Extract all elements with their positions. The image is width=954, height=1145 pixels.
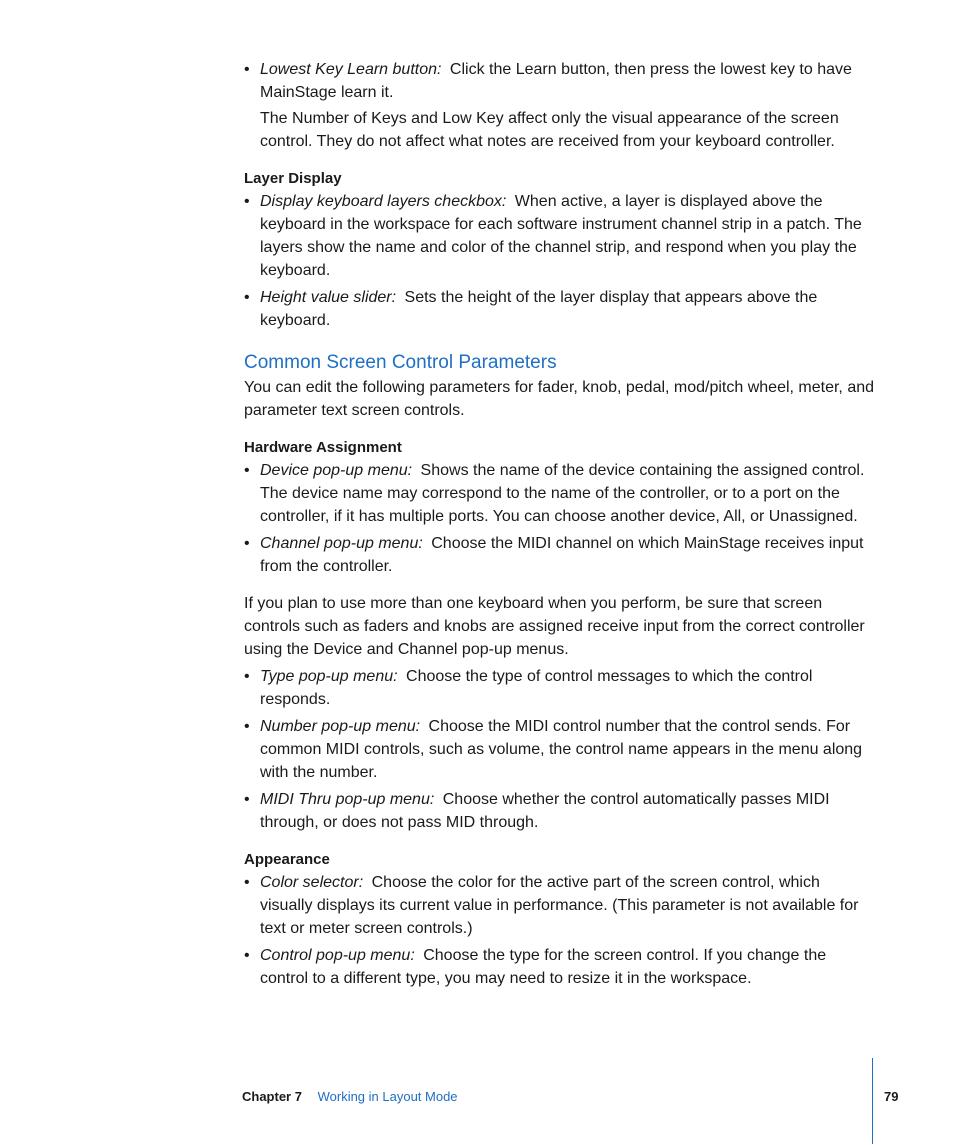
item-term: Device pop-up menu: xyxy=(260,462,413,479)
item-text: Choose the MIDI channel on which MainStage receives input from the controller. xyxy=(260,535,864,575)
footer-chapter: Chapter 7 xyxy=(242,1089,302,1104)
item-text: Shows the name of the device containing the assigned control. The device name may correspond to the name of the controller, or to a port on the controller, if it has multiple ports. You can choose another device, All, or Unassigned. xyxy=(260,462,865,525)
bullet-dot: • xyxy=(244,535,250,552)
bullet-dot: • xyxy=(244,668,250,685)
bullet-dot: • xyxy=(244,462,250,479)
item-term: Lowest Key Learn button: xyxy=(260,61,442,78)
bullet-dot: • xyxy=(244,874,250,891)
item-text: Click the Learn button, then press the lowest key to have MainStage learn it. xyxy=(260,61,852,101)
section-title: Common Screen Control Parameters xyxy=(244,352,557,373)
item-term: Control pop-up menu: xyxy=(260,947,415,964)
footer-chapter-title: Working in Layout Mode xyxy=(317,1089,458,1104)
bullet-dot: • xyxy=(244,718,250,735)
item-term: Height value slider: xyxy=(260,289,397,306)
item-term: Display keyboard layers checkbox: xyxy=(260,193,507,210)
subheading-hardware-assignment: Hardware Assignment xyxy=(244,439,402,456)
body-paragraph: If you plan to use more than one keyboard when you perform, be sure that screen controls such as faders and knobs are assigned receive input from the correct controller using the Device and Channel pop-up menus. xyxy=(244,595,865,658)
item-text: Choose the color for the active part of the screen control, which visually displays its current value in performance. (This parameter is not available for text or meter screen controls.) xyxy=(260,874,859,937)
list-item xyxy=(244,871,874,940)
list-item xyxy=(244,532,874,578)
bullet-dot: • xyxy=(244,61,250,78)
item-text: Choose the type of control messages to which the control responds. xyxy=(260,668,813,708)
list-item xyxy=(244,58,874,104)
page-content xyxy=(244,58,874,990)
list-item xyxy=(244,286,874,332)
page-footer xyxy=(242,1087,458,1107)
item-text: Choose whether the control automatically passes MIDI through, or does not pass MID through. xyxy=(260,791,830,831)
bullet-dot: • xyxy=(244,947,250,964)
list-item xyxy=(244,788,874,834)
bullet-dot: • xyxy=(244,791,250,808)
item-term: Number pop-up menu: xyxy=(260,718,421,735)
subheading-layer-display: Layer Display xyxy=(244,170,342,187)
item-term: Channel pop-up menu: xyxy=(260,535,423,552)
list-item xyxy=(244,459,874,528)
list-item xyxy=(244,665,874,711)
footer-divider xyxy=(872,1058,873,1144)
bullet-dot: • xyxy=(244,193,250,210)
item-text: When active, a layer is displayed above the keyboard in the workspace for each software instrument channel strip in a patch. The layers show the name and color of the channel strip, and respond when you play the keyboard. xyxy=(260,193,862,279)
item-term: Color selector: xyxy=(260,874,364,891)
item-term: MIDI Thru pop-up menu: xyxy=(260,791,435,808)
list-item xyxy=(244,190,874,282)
bullet-dot: • xyxy=(244,289,250,306)
page-number: 79 xyxy=(884,1089,899,1104)
item-term: Type pop-up menu: xyxy=(260,668,398,685)
item-text: Choose the MIDI control number that the control sends. For common MIDI controls, such as volume, the control name appears in the menu along with the number. xyxy=(260,718,863,781)
item-note: The Number of Keys and Low Key affect only the visual appearance of the screen control. They do not affect what notes are received from your keyboard controller. xyxy=(260,110,839,150)
subheading-appearance: Appearance xyxy=(244,851,330,868)
list-item xyxy=(244,715,874,784)
item-text: Choose the type for the screen control. If you change the control to a different type, you may need to resize it in the workspace. xyxy=(260,947,827,987)
list-item xyxy=(244,944,874,990)
item-text: Sets the height of the layer display that appears above the keyboard. xyxy=(260,289,818,329)
section-intro: You can edit the following parameters for fader, knob, pedal, mod/pitch wheel, meter, and parameter text screen controls. xyxy=(244,379,875,419)
